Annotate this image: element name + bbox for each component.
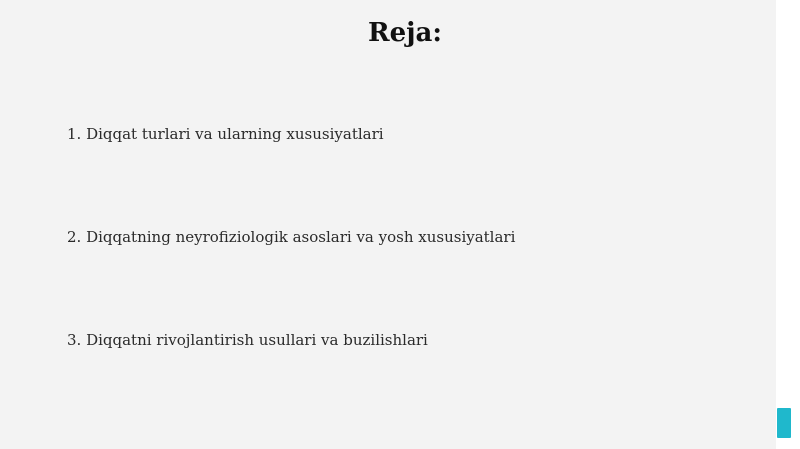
plan-item-3: 3. Diqqatni rivojlantirish usullari va buzilishlari [67, 331, 428, 349]
plan-item-2: 2. Diqqatning neyrofiziologik asoslari va yosh xususiyatlari [67, 228, 516, 246]
scrollbar-track[interactable] [776, 0, 800, 449]
plan-item-1: 1. Diqqat turlari va ularning xususiyatlari [67, 125, 384, 143]
slide-title: Reja: [367, 18, 442, 48]
scrollbar-thumb[interactable] [777, 408, 791, 438]
